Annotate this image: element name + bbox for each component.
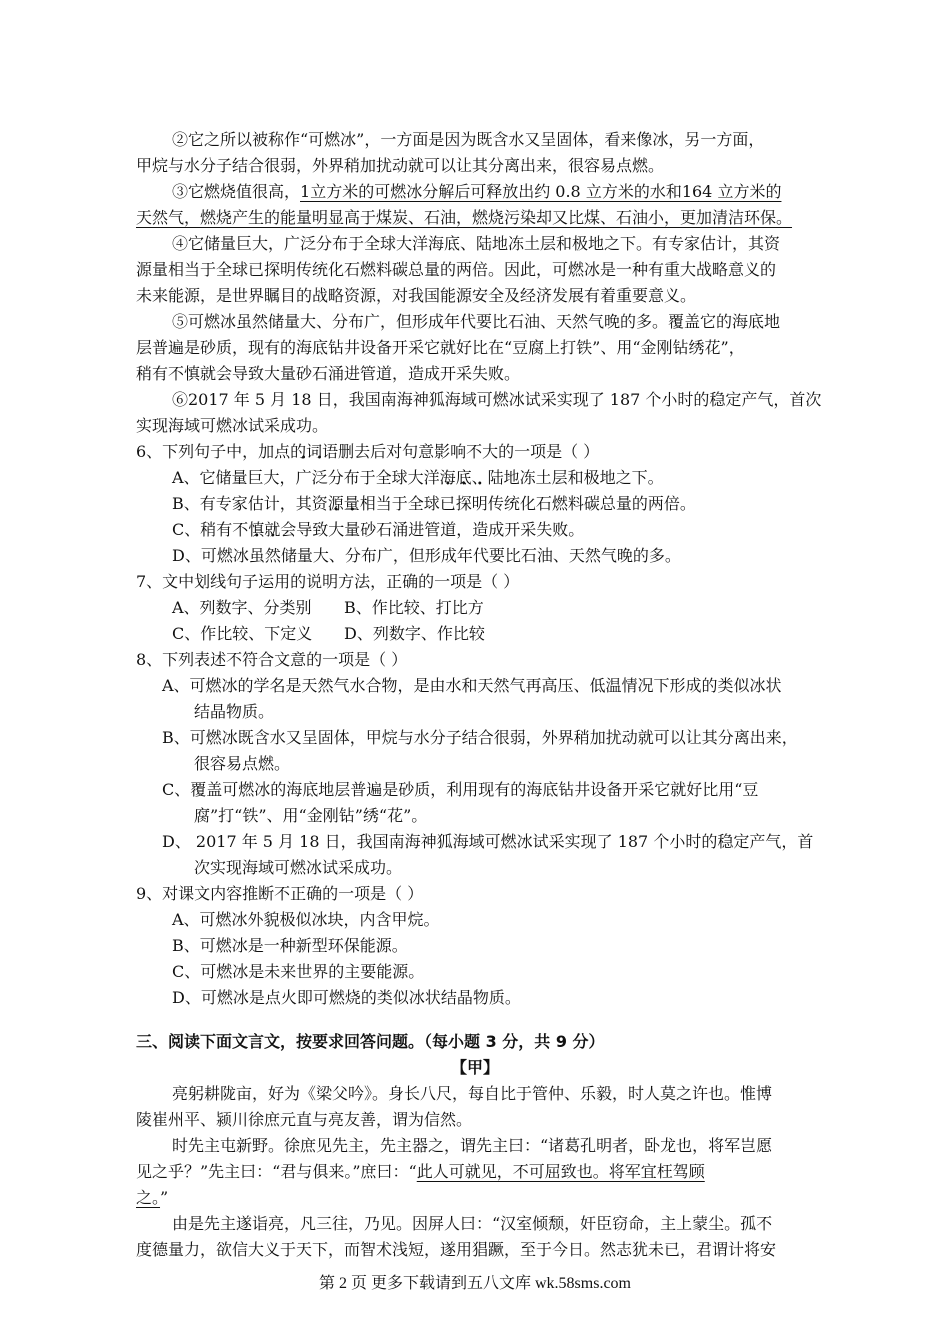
option-text: D、可燃冰 bbox=[172, 546, 249, 565]
section-3-subheading: 【甲】 bbox=[450, 1058, 499, 1077]
question-8-option-a-line1: A、可燃冰的学名是天然气水合物，是由水和天然气再高压、低温情况下形成的类似冰状 bbox=[162, 676, 782, 695]
question-8-stem: 8、下列表述不符合文意的一项是（ ） bbox=[136, 650, 408, 669]
passage-p5-line1: ⑤可燃冰虽然储量大、分布广，但形成年代要比石油、天然气晚的多。覆盖它的海底地 bbox=[172, 312, 781, 331]
dotted-char: 明 bbox=[471, 494, 488, 513]
option-text: 砂石涌进管道，造成开采失败。 bbox=[360, 520, 585, 539]
question-8-option-c-line1: C、覆盖可燃冰的海底地层普遍是砂质，利用现有的海底钻井设备开采它就好比用“豆 bbox=[162, 780, 759, 799]
underlined-classical-sentence-end: 之。 bbox=[136, 1188, 161, 1207]
question-8-option-c-line2: 腐”打“铁”、用“金刚钻”绣“花”。 bbox=[194, 806, 428, 825]
question-7-option-b: B、作比较、打比方 bbox=[344, 598, 484, 617]
question-9-option-a: A、可燃冰外貌极似冰块，内含甲烷。 bbox=[172, 910, 440, 929]
passage-p6-line2: 实现海域可燃冰试采成功。 bbox=[136, 416, 329, 435]
passage-p2-line2: 甲烷与水分子结合很弱，外界稍加扰动就可以让其分离出来，很容易点燃。 bbox=[136, 156, 665, 175]
classical-p2-line3 bbox=[136, 1186, 168, 1210]
classical-p3-line2: 度德量力，欲信大义于天下，而智术浅短，遂用猖蹶，至于今日。然志犹未已，君谓计将安 bbox=[136, 1240, 777, 1259]
dotted-char: 广 bbox=[295, 468, 312, 487]
option-text: B、有专家估计，其资源量相当于全球 bbox=[172, 494, 440, 513]
question-9-option-d: D、可燃冰是点火即可燃烧的类似冰状结晶物质。 bbox=[172, 988, 521, 1007]
passage-p2-line1: ②它之所以被称作“可燃冰”，一方面是因为既含水又呈固体，看来像冰，另一方面， bbox=[172, 130, 765, 149]
question-8-option-b-line1: B、可燃冰既含水又呈固体，甲烷与水分子结合很弱，外界稍加扰动就可以让其分离出来， bbox=[162, 728, 798, 747]
question-6-option-a bbox=[172, 466, 664, 490]
passage-p4-line1: ④它储量巨大，广泛分布于全球大洋海底、陆地冻土层和极地之下。有专家估计，其资 bbox=[172, 234, 781, 253]
underlined-sentence-part2: 天然气，燃烧产生的能量明显高于煤炭、石油，燃烧污染却又比煤、石油小，更加清洁环保。 bbox=[136, 208, 793, 227]
dotted-char: 探 bbox=[455, 494, 472, 513]
dotted-char: 大 bbox=[328, 520, 345, 539]
question-8-option-b-line2: 很容易点燃。 bbox=[194, 754, 291, 773]
classical-text: ” bbox=[160, 1188, 169, 1207]
dotted-char: 虽 bbox=[248, 546, 265, 565]
question-8-option-a-line2: 结晶物质。 bbox=[194, 702, 275, 721]
question-7-option-a: A、列数字、分类别 bbox=[172, 598, 312, 617]
dotted-char: 然 bbox=[264, 546, 281, 565]
underlined-classical-sentence: 此人可就见，不可屈致也。将军宜枉驾顾 bbox=[416, 1162, 705, 1181]
passage-p3-line1 bbox=[172, 180, 781, 204]
classical-text: 见之乎？”先主曰：“君与俱来。”庶曰：“ bbox=[136, 1162, 417, 1181]
question-9-option-c: C、可燃冰是未来世界的主要能源。 bbox=[172, 962, 425, 981]
question-8-option-d-line2: 次实现海域可燃冰试采成功。 bbox=[194, 858, 403, 877]
classical-p1-line1: 亮躬耕陇亩，好为《梁父吟》。身长八尺，每自比于管仲、乐毅，时人莫之许也。惟博 bbox=[172, 1084, 773, 1103]
option-text: A、它储量巨大， bbox=[172, 468, 296, 487]
question-7-stem: 7、文中划线句子运用的说明方法，正确的一项是（ ） bbox=[136, 572, 520, 591]
option-text: C、稍有不慎就会导致 bbox=[172, 520, 329, 539]
passage-p4-line3: 未来能源，是世界瞩目的战略资源，对我国能源安全及经济发展有着重要意义。 bbox=[136, 286, 697, 305]
option-text: 储量大、分布广，但形成年代要比石油、天然气晚的多。 bbox=[280, 546, 681, 565]
question-7-option-c: C、作比较、下定义 bbox=[172, 624, 313, 643]
question-7-option-d: D、列数字、作比较 bbox=[344, 624, 485, 643]
passage-p3-lead: ③它燃烧值很高， bbox=[172, 182, 301, 201]
dotted-char: 量 bbox=[344, 520, 361, 539]
question-9-option-b: B、可燃冰是一种新型环保能源。 bbox=[172, 936, 408, 955]
question-6-option-d bbox=[172, 544, 681, 568]
option-text: 传统化石燃料碳总量的两倍。 bbox=[487, 494, 696, 513]
dotted-char: 泛 bbox=[311, 468, 328, 487]
option-text: 分布于全球大洋海底、陆地冻土层和极地之下。 bbox=[327, 468, 664, 487]
passage-p3-line2 bbox=[136, 206, 792, 230]
passage-p5-line2: 层普遍是砂质，现有的海底钻井设备开采它就好比在“豆腐上打铁”、用“金刚钻绣花”， bbox=[136, 338, 745, 357]
passage-p6-line1: ⑥2017 年 5 月 18 日，我国南海神狐海域可燃冰试采实现了 187 个小时的稳定产气，首次 bbox=[172, 390, 822, 409]
dotted-char: 已 bbox=[439, 494, 456, 513]
classical-p2-line1: 时先主屯新野。徐庶见先主，先主器之，谓先主曰：“诸葛孔明者，卧龙也，将军岂愿 bbox=[172, 1136, 773, 1155]
classical-p1-line2: 陵崔州平、颍川徐庶元直与亮友善，谓为信然。 bbox=[136, 1110, 473, 1129]
classical-p2-line2 bbox=[136, 1160, 705, 1184]
classical-p3-line1: 由是先主遂诣亮，凡三往，乃见。因屏人曰：“汉室倾颓，奸臣窃命，主上蒙尘。孤不 bbox=[172, 1214, 773, 1233]
page-footer: 第 2 页 更多下载请到五八文库 wk.58sms.com bbox=[318, 1275, 631, 1292]
question-8-option-d-line1: D、 2017 年 5 月 18 日，我国南海神狐海域可燃冰试采实现了 187 个小时的稳定产气，首 bbox=[162, 832, 814, 851]
question-6-stem: 6、下列句子中，加点的词语删去后对句意影响不大的一项是（ ） bbox=[136, 442, 600, 461]
question-9-stem: 9、对课文内容推断不正确的一项是（ ） bbox=[136, 884, 424, 903]
question-6-option-b bbox=[172, 492, 696, 516]
passage-p5-line3: 稍有不慎就会导致大量砂石涌进管道，造成开采失败。 bbox=[136, 364, 521, 383]
underlined-sentence-part1: 1立方米的可燃冰分解后可释放出约 0.8 立方米的水和164 立方米的 bbox=[300, 182, 782, 201]
passage-p4-line2: 源量相当于全球已探明传统化石燃料碳总量的两倍。因此，可燃冰是一种有重大战略意义的 bbox=[136, 260, 777, 279]
question-6-option-c bbox=[172, 518, 584, 542]
section-3-heading: 三、阅读下面文言文，按要求回答问题。（每小题 3 分，共 9 分） bbox=[136, 1032, 605, 1051]
